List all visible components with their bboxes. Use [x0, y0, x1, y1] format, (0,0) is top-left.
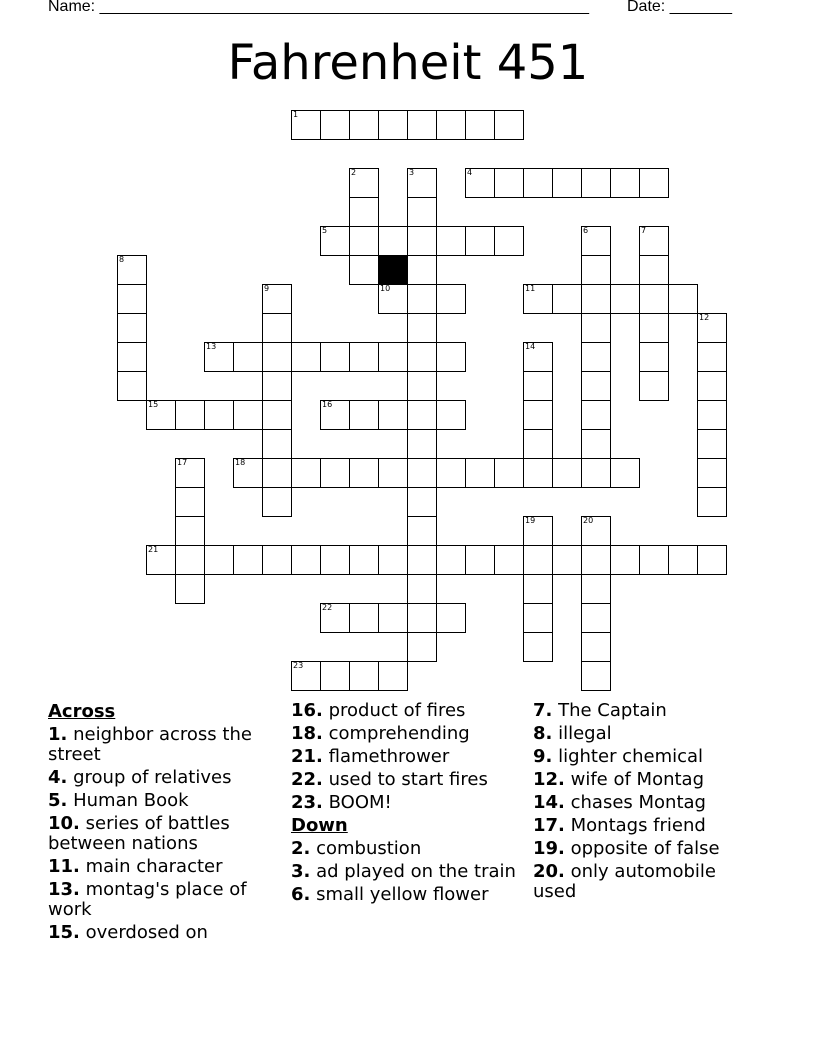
grid-cell[interactable] [697, 371, 727, 401]
grid-cell[interactable] [407, 574, 437, 604]
grid-cell[interactable] [204, 400, 234, 430]
clue-item [48, 768, 276, 788]
clue-number: 5. [48, 790, 68, 811]
clue-number: 12. [533, 769, 565, 790]
clue-number: 6 [583, 226, 589, 235]
grid-cell[interactable] [291, 342, 321, 372]
grid-cell[interactable] [523, 458, 553, 488]
grid-block [378, 255, 408, 285]
grid-cell[interactable] [378, 226, 408, 256]
clue-item [291, 793, 519, 813]
grid-cell[interactable] [378, 661, 408, 691]
clue-text: neighbor across the street [48, 724, 252, 765]
clue-number: 12 [699, 313, 710, 322]
grid-cell[interactable] [581, 371, 611, 401]
grid-cell[interactable] [117, 284, 147, 314]
grid-cell[interactable] [581, 284, 611, 314]
grid-cell[interactable] [465, 545, 495, 575]
grid-cell[interactable] [610, 284, 640, 314]
clue-item [291, 701, 519, 721]
grid-cell[interactable] [233, 342, 263, 372]
clue-item [291, 747, 519, 767]
grid-cell[interactable] [320, 226, 350, 256]
date-field: Date: _______ [627, 0, 732, 15]
grid-cell[interactable] [262, 545, 292, 575]
grid-cell[interactable] [349, 110, 379, 140]
clue-text: comprehending [322, 723, 470, 744]
clue-number: 9 [264, 284, 270, 293]
clue-number: 15. [48, 922, 80, 943]
grid-cell[interactable] [581, 545, 611, 575]
down-heading: Down [291, 815, 348, 836]
grid-cell[interactable] [407, 632, 437, 662]
clue-text: montag's place of work [48, 879, 247, 920]
grid-cell[interactable] [378, 458, 408, 488]
clue-number: 11 [525, 284, 536, 293]
clue-item [533, 816, 761, 836]
grid-cell[interactable] [117, 371, 147, 401]
grid-cell[interactable] [320, 458, 350, 488]
grid-cell[interactable] [407, 371, 437, 401]
grid-cell[interactable] [407, 603, 437, 633]
grid-cell[interactable] [552, 168, 582, 198]
grid-cell[interactable] [349, 255, 379, 285]
grid-cell[interactable] [407, 313, 437, 343]
grid-cell[interactable] [436, 400, 466, 430]
grid-cell[interactable] [552, 545, 582, 575]
grid-cell[interactable] [494, 458, 524, 488]
clue-number: 13 [206, 342, 217, 351]
grid-cell[interactable] [378, 400, 408, 430]
clue-number: 23. [291, 792, 323, 813]
clue-text: used to start fires [322, 769, 488, 790]
clue-number: 14 [525, 342, 536, 351]
grid-cell[interactable] [146, 400, 176, 430]
grid-cell[interactable] [262, 284, 292, 314]
grid-cell[interactable] [581, 429, 611, 459]
clue-text: ad played on the train [310, 861, 516, 882]
grid-cell[interactable] [494, 226, 524, 256]
grid-cell[interactable] [175, 458, 205, 488]
grid-cell[interactable] [523, 603, 553, 633]
grid-cell[interactable] [407, 400, 437, 430]
grid-cell[interactable] [668, 545, 698, 575]
grid-cell[interactable] [465, 110, 495, 140]
clue-text: The Captain [552, 700, 667, 721]
grid-cell[interactable] [175, 487, 205, 517]
clue-text: small yellow flower [310, 884, 489, 905]
clue-number: 23 [293, 661, 304, 670]
clue-number: 11. [48, 856, 80, 877]
grid-cell[interactable] [436, 284, 466, 314]
grid-cell[interactable] [117, 342, 147, 372]
grid-cell[interactable] [436, 458, 466, 488]
clue-text: overdosed on [79, 922, 208, 943]
clue-text: illegal [552, 723, 612, 744]
clue-text: wife of Montag [564, 769, 705, 790]
grid-cell[interactable] [523, 168, 553, 198]
grid-cell[interactable] [407, 458, 437, 488]
clue-item [291, 724, 519, 744]
clue-number: 22 [322, 603, 333, 612]
grid-cell[interactable] [523, 516, 553, 546]
clue-item [48, 857, 276, 877]
grid-cell[interactable] [581, 400, 611, 430]
clue-number: 19. [533, 838, 565, 859]
grid-cell[interactable] [465, 168, 495, 198]
clue-number: 14. [533, 792, 565, 813]
clue-column-3 [533, 701, 761, 905]
grid-cell[interactable] [378, 342, 408, 372]
grid-cell[interactable] [494, 545, 524, 575]
grid-cell[interactable] [349, 342, 379, 372]
grid-cell[interactable] [378, 603, 408, 633]
grid-cell[interactable] [117, 313, 147, 343]
grid-cell[interactable] [581, 516, 611, 546]
clue-item [291, 862, 519, 882]
clue-number: 7 [641, 226, 647, 235]
grid-cell[interactable] [494, 168, 524, 198]
grid-cell[interactable] [523, 371, 553, 401]
grid-cell[interactable] [407, 429, 437, 459]
grid-cell[interactable] [378, 110, 408, 140]
clue-number: 13. [48, 879, 80, 900]
grid-cell[interactable] [523, 342, 553, 372]
grid-cell[interactable] [262, 342, 292, 372]
grid-cell[interactable] [639, 545, 669, 575]
grid-cell[interactable] [320, 342, 350, 372]
clue-number: 16. [291, 700, 323, 721]
clue-number: 7. [533, 700, 553, 721]
grid-cell[interactable] [523, 284, 553, 314]
grid-cell[interactable] [204, 545, 234, 575]
grid-cell[interactable] [523, 429, 553, 459]
clue-number: 19 [525, 516, 536, 525]
grid-cell[interactable] [175, 574, 205, 604]
grid-cell[interactable] [552, 458, 582, 488]
clue-number: 8. [533, 723, 553, 744]
grid-cell[interactable] [407, 226, 437, 256]
grid-cell[interactable] [320, 603, 350, 633]
grid-cell[interactable] [639, 168, 669, 198]
clue-item [533, 862, 761, 902]
grid-cell[interactable] [320, 400, 350, 430]
clue-number: 3 [409, 168, 415, 177]
grid-cell[interactable] [349, 458, 379, 488]
name-field: Name: _______________________________________________________ [48, 0, 589, 15]
clue-text: combustion [310, 838, 422, 859]
grid-cell[interactable] [523, 545, 553, 575]
grid-cell[interactable] [262, 313, 292, 343]
grid-cell[interactable] [581, 661, 611, 691]
grid-cell[interactable] [262, 487, 292, 517]
grid-cell[interactable] [233, 400, 263, 430]
grid-cell[interactable] [407, 342, 437, 372]
grid-cell[interactable] [175, 400, 205, 430]
clue-item [291, 770, 519, 790]
clue-item [48, 923, 276, 943]
grid-cell[interactable] [262, 371, 292, 401]
grid-cell[interactable] [262, 458, 292, 488]
clue-number: 21. [291, 746, 323, 767]
grid-cell[interactable] [436, 110, 466, 140]
clue-number: 10 [380, 284, 391, 293]
clue-text: opposite of false [564, 838, 720, 859]
grid-cell[interactable] [581, 574, 611, 604]
grid-cell[interactable] [697, 487, 727, 517]
clue-number: 18 [235, 458, 246, 467]
grid-cell[interactable] [349, 661, 379, 691]
clue-text: Human Book [67, 790, 189, 811]
clue-text: BOOM! [322, 792, 392, 813]
grid-cell[interactable] [581, 342, 611, 372]
clue-number: 1 [293, 110, 299, 119]
clue-item [533, 770, 761, 790]
grid-cell[interactable] [697, 545, 727, 575]
grid-cell[interactable] [349, 545, 379, 575]
grid-cell[interactable] [436, 603, 466, 633]
grid-cell[interactable] [349, 400, 379, 430]
clue-number: 3. [291, 861, 311, 882]
grid-cell[interactable] [581, 603, 611, 633]
grid-cell[interactable] [639, 226, 669, 256]
clue-text: chases Montag [564, 792, 706, 813]
grid-cell[interactable] [291, 661, 321, 691]
grid-cell[interactable] [204, 342, 234, 372]
grid-cell[interactable] [320, 661, 350, 691]
grid-cell[interactable] [320, 545, 350, 575]
clue-item [48, 791, 276, 811]
grid-cell[interactable] [407, 545, 437, 575]
grid-cell[interactable] [117, 255, 147, 285]
clue-number: 16 [322, 400, 333, 409]
grid-cell[interactable] [407, 284, 437, 314]
grid-cell[interactable] [349, 168, 379, 198]
grid-cell[interactable] [697, 400, 727, 430]
grid-cell[interactable] [610, 545, 640, 575]
clue-item [533, 839, 761, 859]
grid-cell[interactable] [349, 603, 379, 633]
grid-cell[interactable] [233, 545, 263, 575]
grid-cell[interactable] [262, 400, 292, 430]
grid-cell[interactable] [581, 226, 611, 256]
grid-cell[interactable] [639, 284, 669, 314]
clue-number: 17 [177, 458, 188, 467]
grid-cell[interactable] [581, 458, 611, 488]
clue-text: series of battles between nations [48, 813, 230, 854]
clue-item [533, 793, 761, 813]
grid-cell[interactable] [610, 458, 640, 488]
grid-cell[interactable] [552, 284, 582, 314]
grid-cell[interactable] [697, 429, 727, 459]
clue-text: main character [79, 856, 223, 877]
clue-item [291, 839, 519, 859]
grid-cell[interactable] [639, 313, 669, 343]
clue-column-2 [291, 701, 519, 908]
clue-number: 10. [48, 813, 80, 834]
clue-text: lighter chemical [552, 746, 704, 767]
clue-number: 4 [467, 168, 473, 177]
clue-item [48, 725, 276, 765]
clue-number: 8 [119, 255, 125, 264]
grid-cell[interactable] [523, 632, 553, 662]
clue-number: 1. [48, 724, 68, 745]
grid-cell[interactable] [639, 342, 669, 372]
grid-cell[interactable] [639, 255, 669, 285]
clue-text: only automobile used [533, 861, 716, 902]
grid-cell[interactable] [639, 371, 669, 401]
clue-item [533, 724, 761, 744]
clue-text: product of fires [322, 700, 466, 721]
grid-cell[interactable] [465, 226, 495, 256]
grid-cell[interactable] [494, 110, 524, 140]
grid-cell[interactable] [697, 342, 727, 372]
clue-number: 20 [583, 516, 594, 525]
clue-item [48, 814, 276, 854]
grid-cell[interactable] [291, 458, 321, 488]
grid-cell[interactable] [465, 458, 495, 488]
clue-text: flamethrower [322, 746, 450, 767]
grid-cell[interactable] [378, 284, 408, 314]
grid-cell[interactable] [523, 574, 553, 604]
grid-cell[interactable] [668, 284, 698, 314]
clue-number: 18. [291, 723, 323, 744]
grid-cell[interactable] [436, 545, 466, 575]
clue-number: 2. [291, 838, 311, 859]
clue-number: 22. [291, 769, 323, 790]
grid-cell[interactable] [581, 168, 611, 198]
grid-cell[interactable] [175, 545, 205, 575]
clue-item [533, 747, 761, 767]
grid-cell[interactable] [581, 632, 611, 662]
clue-number: 20. [533, 861, 565, 882]
grid-cell[interactable] [146, 545, 176, 575]
grid-cell[interactable] [436, 342, 466, 372]
clue-number: 9. [533, 746, 553, 767]
grid-cell[interactable] [175, 516, 205, 546]
grid-cell[interactable] [581, 313, 611, 343]
grid-cell[interactable] [407, 516, 437, 546]
grid-cell[interactable] [233, 458, 263, 488]
grid-cell[interactable] [407, 197, 437, 227]
grid-cell[interactable] [291, 110, 321, 140]
grid-cell[interactable] [291, 545, 321, 575]
grid-cell[interactable] [349, 226, 379, 256]
grid-cell[interactable] [436, 226, 466, 256]
grid-cell[interactable] [697, 313, 727, 343]
grid-cell[interactable] [407, 168, 437, 198]
grid-cell[interactable] [407, 255, 437, 285]
clue-number: 5 [322, 226, 328, 235]
clue-text: Montags friend [564, 815, 706, 836]
clue-text: group of relatives [67, 767, 232, 788]
clue-number: 4. [48, 767, 68, 788]
clue-item [48, 880, 276, 920]
grid-cell[interactable] [407, 110, 437, 140]
clue-item [291, 885, 519, 905]
clue-number: 2 [351, 168, 357, 177]
clue-item [533, 701, 761, 721]
grid-cell[interactable] [581, 255, 611, 285]
grid-cell[interactable] [320, 110, 350, 140]
clue-column-1 [48, 701, 276, 946]
grid-cell[interactable] [349, 197, 379, 227]
grid-cell[interactable] [407, 487, 437, 517]
page-title: Fahrenheit 451 [227, 35, 589, 91]
clue-number: 21 [148, 545, 159, 554]
grid-cell[interactable] [262, 429, 292, 459]
clue-number: 17. [533, 815, 565, 836]
grid-cell[interactable] [610, 168, 640, 198]
clue-number: 15 [148, 400, 159, 409]
grid-cell[interactable] [523, 400, 553, 430]
across-heading: Across [48, 701, 116, 722]
clue-number: 6. [291, 884, 311, 905]
grid-cell[interactable] [378, 545, 408, 575]
grid-cell[interactable] [697, 458, 727, 488]
